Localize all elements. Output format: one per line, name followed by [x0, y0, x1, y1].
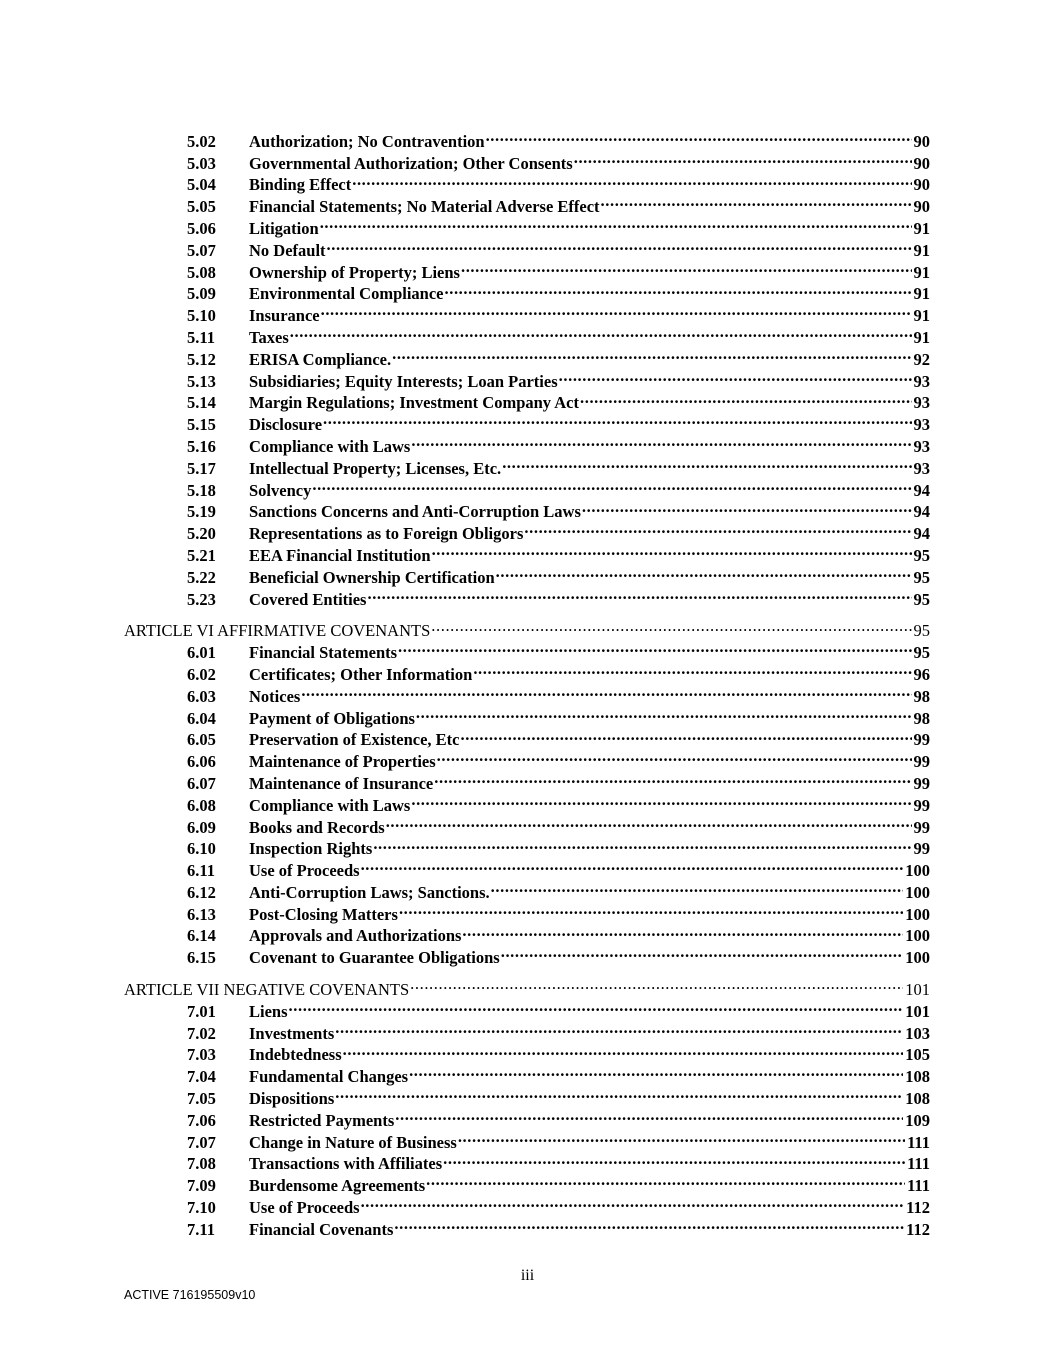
- section-number: 5.16: [187, 436, 216, 456]
- section-number: 7.11: [187, 1219, 215, 1239]
- section-title: Approvals and Authorizations: [249, 926, 462, 946]
- section-title: Disclosure: [249, 415, 323, 435]
- section-number: 5.11: [187, 327, 215, 347]
- section-title: Intellectual Property; Licenses, Etc.: [249, 458, 502, 478]
- section-number: 7.06: [187, 1110, 216, 1130]
- section-title: Financial Statements: [249, 643, 398, 663]
- dot-leader: [559, 365, 912, 387]
- page-reference: 93: [913, 393, 930, 413]
- page-reference: 94: [913, 524, 930, 544]
- dot-leader: [462, 920, 903, 942]
- section-number: 5.04: [187, 175, 216, 195]
- section-title: Authorization; No Contravention: [249, 131, 485, 151]
- section-number: 5.07: [187, 240, 216, 260]
- table-of-contents: [124, 125, 930, 1239]
- dot-leader: [361, 1191, 905, 1213]
- page-reference: 99: [913, 730, 930, 750]
- page-reference: 90: [913, 153, 930, 173]
- dot-leader: [411, 789, 911, 811]
- dot-leader: [335, 1082, 903, 1104]
- dot-leader: [399, 898, 903, 920]
- section-title: Dispositions: [249, 1089, 335, 1109]
- page-reference: 105: [905, 1045, 930, 1065]
- section-title: Maintenance of Insurance: [249, 773, 434, 793]
- dot-leader: [443, 1148, 905, 1170]
- section-number: 5.13: [187, 371, 216, 391]
- section-number: 6.14: [187, 926, 216, 946]
- page-reference: 95: [913, 545, 930, 565]
- dot-leader: [411, 430, 911, 452]
- dot-leader: [367, 583, 911, 605]
- dot-leader: [289, 995, 904, 1017]
- page-reference: 111: [907, 1154, 930, 1174]
- document-id: ACTIVE 716195509v10: [124, 1288, 256, 1302]
- section-title: Investments: [249, 1023, 335, 1043]
- dot-leader: [335, 1017, 903, 1039]
- section-number: 7.03: [187, 1045, 216, 1065]
- section-number: 5.19: [187, 502, 216, 522]
- page-reference: 95: [913, 621, 930, 641]
- page-reference: 98: [913, 686, 930, 706]
- section-number: 5.23: [187, 589, 216, 609]
- section-number: 7.07: [187, 1132, 216, 1152]
- page-reference: 100: [905, 882, 930, 902]
- page-reference: 93: [913, 436, 930, 456]
- page-reference: 90: [913, 131, 930, 151]
- section-number: 6.12: [187, 882, 216, 902]
- page-reference: 99: [913, 752, 930, 772]
- section-number: 5.08: [187, 262, 216, 282]
- dot-leader: [601, 190, 912, 212]
- section-number: 5.18: [187, 480, 216, 500]
- section-number: 7.01: [187, 1001, 216, 1021]
- section-number: 5.12: [187, 349, 216, 369]
- section-number: 6.10: [187, 839, 216, 859]
- section-title: EEA Financial Institution: [249, 545, 431, 565]
- dot-leader: [502, 452, 911, 474]
- section-title: No Default: [249, 240, 326, 260]
- dot-leader: [458, 1126, 905, 1148]
- page-reference: 91: [913, 284, 930, 304]
- dot-leader: [524, 517, 911, 539]
- section-title: Certificates; Other Information: [249, 664, 473, 684]
- dot-leader: [473, 658, 911, 680]
- dot-leader: [582, 496, 912, 518]
- page-reference: 91: [913, 327, 930, 347]
- page-reference: 111: [907, 1176, 930, 1196]
- section-title: Governmental Authorization; Other Consents: [249, 153, 573, 173]
- section-title: Inspection Rights: [249, 839, 373, 859]
- dot-leader: [398, 636, 911, 658]
- section-number: 6.15: [187, 948, 216, 968]
- section-number: 5.02: [187, 131, 216, 151]
- section-title: Ownership of Property; Liens: [249, 262, 460, 282]
- section-number: 5.21: [187, 545, 216, 565]
- page-reference: 100: [905, 861, 930, 881]
- page-reference: 112: [906, 1219, 930, 1239]
- section-title: Compliance with Laws: [249, 795, 411, 815]
- section-title: Covenant to Guarantee Obligations: [249, 948, 500, 968]
- dot-leader: [373, 833, 911, 855]
- dot-leader: [320, 212, 912, 234]
- dot-leader: [574, 147, 912, 169]
- section-title: Taxes: [249, 327, 289, 347]
- section-number: 7.10: [187, 1198, 216, 1218]
- section-number: 6.05: [187, 730, 216, 750]
- section-number: 6.11: [187, 861, 215, 881]
- dot-leader: [301, 680, 911, 702]
- section-number: 7.02: [187, 1023, 216, 1043]
- section-number: 7.09: [187, 1176, 216, 1196]
- dot-leader: [395, 1104, 903, 1126]
- section-title: Solvency: [249, 480, 312, 500]
- page-reference: 93: [913, 458, 930, 478]
- dot-leader: [501, 941, 904, 963]
- section-title: Maintenance of Properties: [249, 752, 436, 772]
- dot-leader: [461, 256, 912, 278]
- dot-leader: [409, 1060, 903, 1082]
- page-number: iii: [520, 1267, 535, 1284]
- section-title: Restricted Payments: [249, 1110, 395, 1130]
- section-title: Financial Statements; No Material Adverse Effect: [249, 197, 600, 217]
- dot-leader: [327, 234, 912, 256]
- page-reference: 91: [913, 240, 930, 260]
- section-title: Margin Regulations; Investment Company Act: [249, 393, 579, 413]
- section-number: 6.06: [187, 752, 216, 772]
- page-reference: 108: [905, 1089, 930, 1109]
- dot-leader: [437, 745, 912, 767]
- section-number: 6.03: [187, 686, 216, 706]
- section-title: Financial Covenants: [249, 1219, 394, 1239]
- dot-leader: [431, 615, 911, 637]
- page-reference: 100: [905, 926, 930, 946]
- page-reference: 99: [913, 795, 930, 815]
- dot-leader: [352, 169, 911, 191]
- dot-leader: [290, 321, 912, 343]
- dot-leader: [323, 408, 911, 430]
- section-number: 5.20: [187, 524, 216, 544]
- page-reference: 92: [913, 349, 930, 369]
- dot-leader: [386, 811, 912, 833]
- section-title: Transactions with Affiliates: [249, 1154, 443, 1174]
- section-title: Post-Closing Matters: [249, 904, 398, 924]
- section-number: 5.15: [187, 415, 216, 435]
- page-reference: 112: [906, 1198, 930, 1218]
- page-reference: 99: [913, 817, 930, 837]
- section-number: 7.08: [187, 1154, 216, 1174]
- section-title: ERISA Compliance.: [249, 349, 392, 369]
- section-number: 5.10: [187, 306, 216, 326]
- page-reference: 91: [913, 218, 930, 238]
- section-title: Change in Nature of Business: [249, 1132, 457, 1152]
- page-reference: 111: [907, 1132, 930, 1152]
- page-reference: 91: [913, 306, 930, 326]
- page-reference: 94: [913, 502, 930, 522]
- section-number: 7.04: [187, 1067, 216, 1087]
- toc-article-entry: [124, 973, 930, 1000]
- section-number: 6.07: [187, 773, 216, 793]
- page-reference: 93: [913, 371, 930, 391]
- page-reference: 101: [905, 980, 930, 1000]
- section-title: Environmental Compliance: [249, 284, 444, 304]
- section-number: 5.06: [187, 218, 216, 238]
- section-title: Liens: [249, 1001, 288, 1021]
- page-reference: 93: [913, 415, 930, 435]
- page-reference: 109: [905, 1110, 930, 1130]
- page-reference: 94: [913, 480, 930, 500]
- section-title: Indebtedness: [249, 1045, 342, 1065]
- dot-leader: [580, 387, 912, 409]
- dot-leader: [321, 299, 912, 321]
- section-title: Beneficial Ownership Certification: [249, 567, 495, 587]
- dot-leader: [410, 973, 903, 995]
- section-number: 6.01: [187, 643, 216, 663]
- section-number: 5.14: [187, 393, 216, 413]
- page-reference: 95: [913, 589, 930, 609]
- section-number: 6.08: [187, 795, 216, 815]
- section-title: Books and Records: [249, 817, 385, 837]
- article-title: ARTICLE VII NEGATIVE COVENANTS: [124, 980, 410, 1000]
- section-title: Litigation: [249, 218, 319, 238]
- page-reference: 99: [913, 773, 930, 793]
- page-reference: 100: [905, 904, 930, 924]
- dot-leader: [361, 854, 904, 876]
- page-reference: 100: [905, 948, 930, 968]
- dot-leader: [434, 767, 911, 789]
- page-reference: 91: [913, 262, 930, 282]
- dot-leader: [394, 1213, 904, 1235]
- section-title: Burdensome Agreements: [249, 1176, 426, 1196]
- section-title: Fundamental Changes: [249, 1067, 409, 1087]
- section-title: Anti-Corruption Laws; Sanctions.: [249, 882, 490, 902]
- section-number: 6.04: [187, 708, 216, 728]
- section-title: Covered Entities: [249, 589, 367, 609]
- toc-section-entry: [124, 125, 930, 151]
- dot-leader: [432, 539, 912, 561]
- page-reference: 101: [905, 1001, 930, 1021]
- page-reference: 95: [913, 567, 930, 587]
- page-reference: 108: [905, 1067, 930, 1087]
- page-reference: 98: [913, 708, 930, 728]
- section-title: Preservation of Existence, Etc: [249, 730, 460, 750]
- dot-leader: [486, 125, 912, 147]
- section-number: 5.17: [187, 458, 216, 478]
- dot-leader: [416, 702, 912, 724]
- section-number: 5.09: [187, 284, 216, 304]
- dot-leader: [343, 1039, 904, 1061]
- page-reference: 99: [913, 839, 930, 859]
- section-title: Use of Proceeds: [249, 861, 360, 881]
- section-number: 5.03: [187, 153, 216, 173]
- section-title: Payment of Obligations: [249, 708, 415, 728]
- dot-leader: [312, 474, 911, 496]
- section-title: Sanctions Concerns and Anti-Corruption Laws: [249, 502, 581, 522]
- section-title: Representations as to Foreign Obligors: [249, 524, 524, 544]
- page-reference: 96: [913, 664, 930, 684]
- article-title: ARTICLE VI AFFIRMATIVE COVENANTS: [124, 621, 431, 641]
- section-number: 6.02: [187, 664, 216, 684]
- section-number: 6.09: [187, 817, 216, 837]
- page-reference: 90: [913, 197, 930, 217]
- dot-leader: [496, 561, 912, 583]
- page-reference: 95: [913, 643, 930, 663]
- page-reference: 90: [913, 175, 930, 195]
- section-title: Compliance with Laws: [249, 436, 411, 456]
- section-number: 7.05: [187, 1089, 216, 1109]
- dot-leader: [392, 343, 911, 365]
- section-number: 6.13: [187, 904, 216, 924]
- section-number: 5.05: [187, 197, 216, 217]
- page-reference: 103: [905, 1023, 930, 1043]
- section-title: Notices: [249, 686, 301, 706]
- section-title: Use of Proceeds: [249, 1198, 360, 1218]
- dot-leader: [460, 724, 911, 746]
- toc-article-entry: [124, 615, 930, 641]
- section-title: Insurance: [249, 306, 320, 326]
- section-title: Binding Effect: [249, 175, 352, 195]
- dot-leader: [426, 1169, 905, 1191]
- section-title: Subsidiaries; Equity Interests; Loan Parties: [249, 371, 558, 391]
- dot-leader: [491, 876, 904, 898]
- dot-leader: [445, 278, 912, 300]
- section-number: 5.22: [187, 567, 216, 587]
